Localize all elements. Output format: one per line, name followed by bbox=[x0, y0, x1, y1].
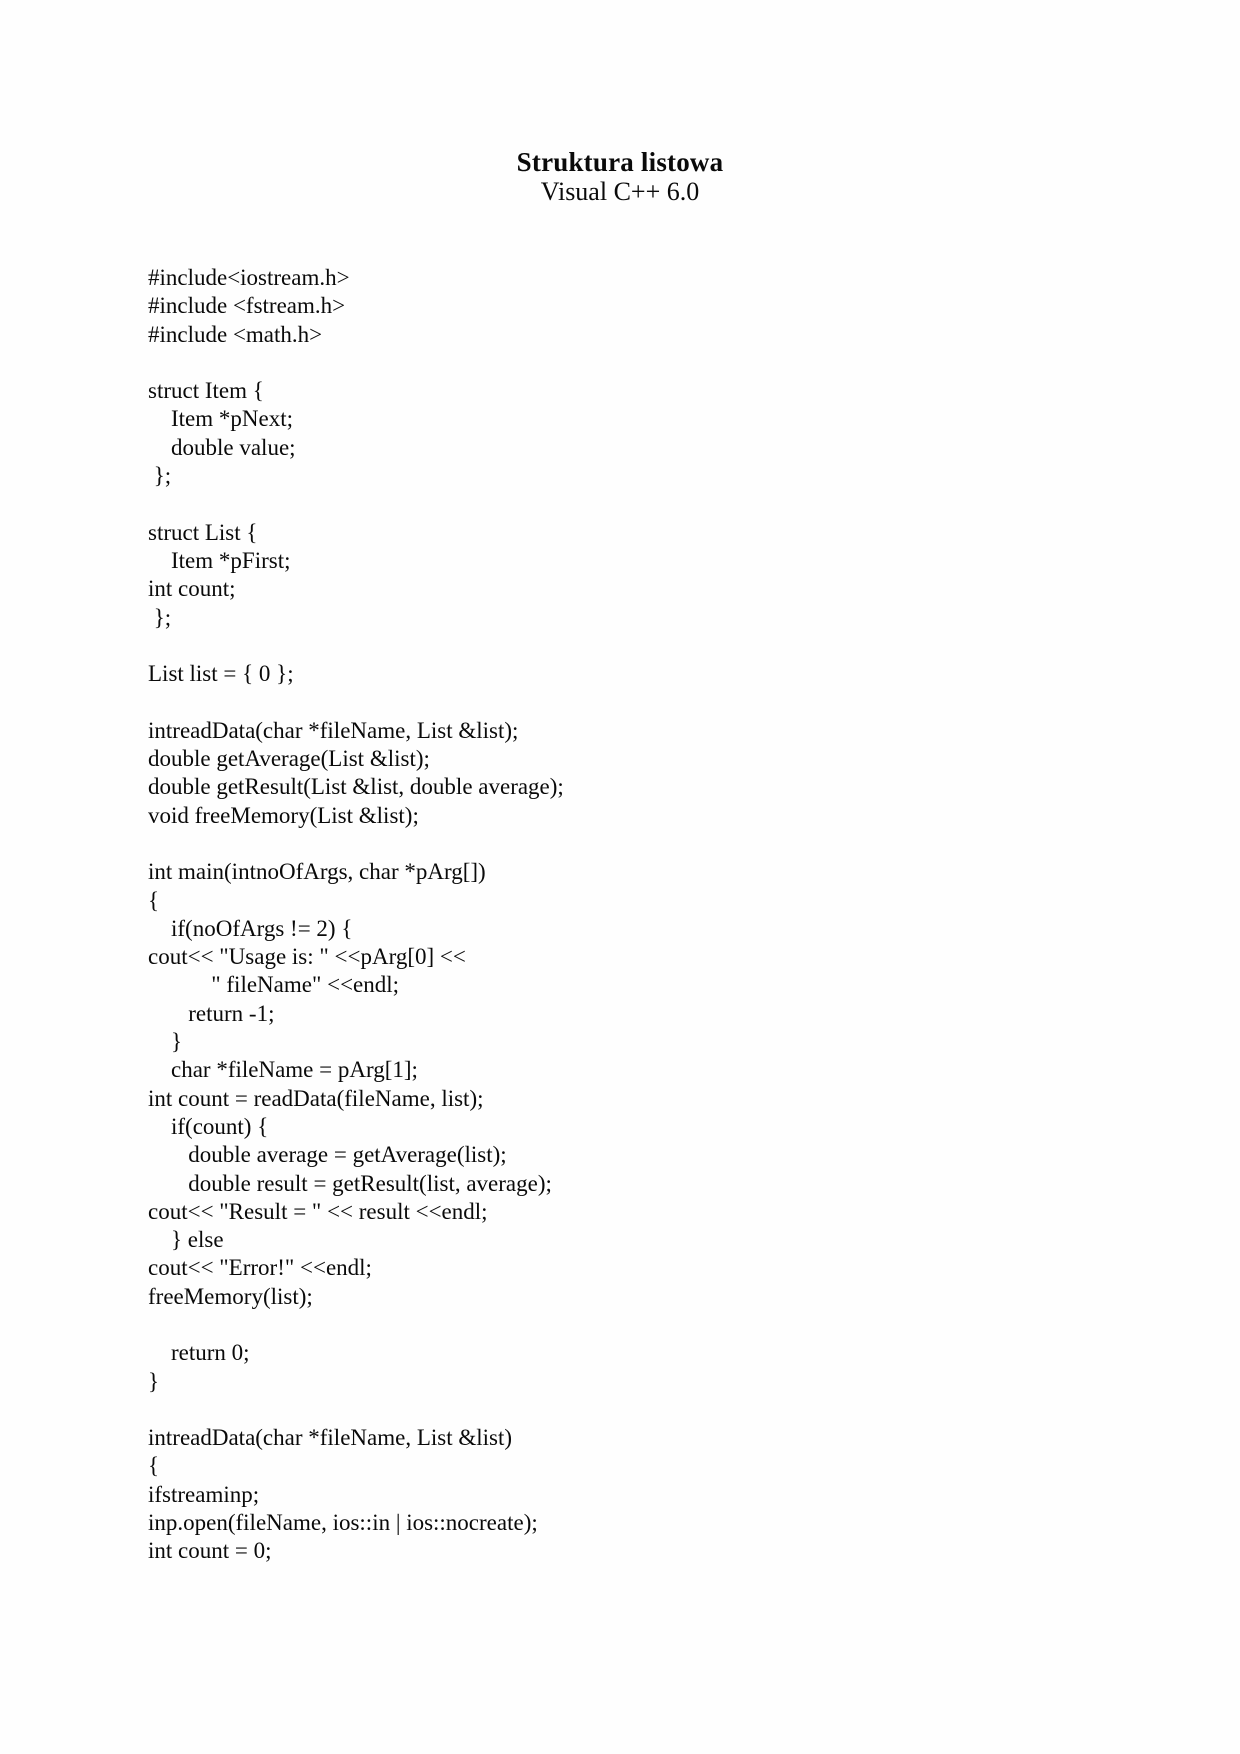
code-line bbox=[148, 1311, 1180, 1339]
code-line: { bbox=[148, 887, 160, 913]
code-line bbox=[148, 830, 1180, 858]
code-line: #include<iostream.h> bbox=[148, 265, 350, 290]
code-line: #include <fstream.h> bbox=[148, 293, 346, 319]
code-line: cout<< "Usage is: " <<pArg[0] << bbox=[148, 944, 466, 970]
code-line: } bbox=[148, 1368, 160, 1394]
code-line: if(noOfArgs != 2) { bbox=[148, 915, 353, 941]
code-line: List list = { 0 }; bbox=[148, 661, 294, 687]
code-line: }; bbox=[148, 604, 172, 630]
code-line: cout<< "Result = " << result <<endl; bbox=[148, 1198, 488, 1224]
code-line: double average = getAverage(list); bbox=[148, 1142, 507, 1168]
code-line: " fileName" <<endl; bbox=[148, 972, 400, 998]
code-line: Item *pFirst; bbox=[148, 547, 291, 573]
code-line: int count = 0; bbox=[148, 1538, 272, 1564]
code-line bbox=[148, 1396, 1180, 1424]
code-line: ifstreaminp; bbox=[148, 1481, 260, 1507]
code-line: char *fileName = pArg[1]; bbox=[148, 1057, 418, 1083]
code-line: inp.open(fileName, ios::in | ios::nocreate); bbox=[148, 1510, 538, 1536]
code-line: double getAverage(List &list); bbox=[148, 746, 430, 772]
page-subtitle: Visual C++ 6.0 bbox=[540, 177, 700, 206]
code-line: int count = readData(fileName, list); bbox=[148, 1085, 484, 1111]
code-line: intreadData(char *fileName, List &list); bbox=[148, 717, 519, 743]
code-line: #include <math.h> bbox=[148, 321, 323, 347]
code-line: }; bbox=[148, 463, 172, 489]
code-line: freeMemory(list); bbox=[148, 1283, 313, 1309]
code-line: return 0; bbox=[148, 1340, 250, 1366]
code-line: if(count) { bbox=[148, 1113, 269, 1139]
code-line: { bbox=[148, 1453, 160, 1479]
code-line: double value; bbox=[148, 434, 296, 460]
code-line bbox=[148, 632, 1180, 660]
page-title: Struktura listowa bbox=[516, 147, 724, 177]
code-line: double result = getResult(list, average); bbox=[148, 1170, 552, 1196]
title-block bbox=[0, 147, 1240, 207]
code-line: } bbox=[148, 1029, 183, 1055]
code-line: int main(intnoOfArgs, char *pArg[]) bbox=[148, 859, 486, 885]
code-block bbox=[148, 264, 1180, 1566]
code-line: } else bbox=[148, 1227, 224, 1253]
code-line: void freeMemory(List &list); bbox=[148, 802, 419, 828]
code-line: Item *pNext; bbox=[148, 406, 293, 432]
code-line: cout<< "Error!" <<endl; bbox=[148, 1255, 372, 1281]
code-line: return -1; bbox=[148, 1000, 275, 1026]
code-line bbox=[148, 349, 1180, 377]
code-line bbox=[148, 490, 1180, 518]
code-line: struct Item { bbox=[148, 378, 264, 404]
code-line: int count; bbox=[148, 576, 236, 602]
code-line: double getResult(List &list, double average); bbox=[148, 774, 564, 800]
code-line: intreadData(char *fileName, List &list) bbox=[148, 1425, 513, 1451]
code-line bbox=[148, 688, 1180, 716]
code-line: struct List { bbox=[148, 519, 258, 545]
